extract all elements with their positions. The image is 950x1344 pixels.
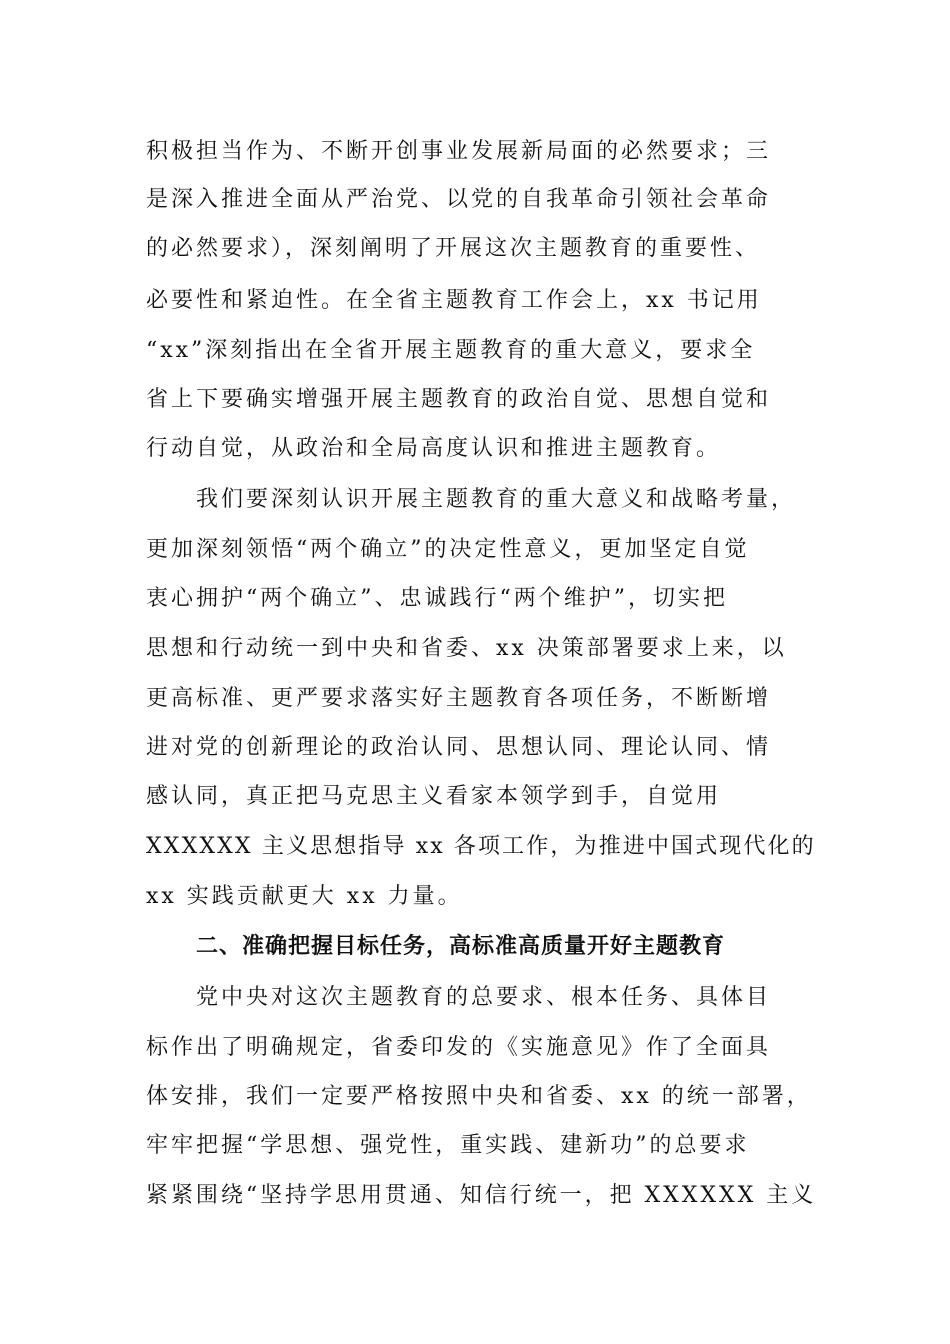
text-line: xx 实践贡献更大 xx 力量。 [146,884,463,909]
text-line: XXXXXX 主义思想指导 xx 各项工作，为推进中国式现代化的 [146,834,816,859]
text-line: 更高标准、更严要求落实好主题教育各项任务，不断断增 [146,686,772,711]
text-line: 进对党的创新理论的政治认同、思想认同、理论认同、情 [146,735,772,760]
text-line: 标作出了明确规定，省委印发的《实施意见》作了全面具 [146,1035,772,1060]
text-line: 行动自觉，从政治和全局高度认识和推进主题教育。 [146,436,722,461]
text-line: 的必然要求），深刻阐明了开展这次主题教育的重要性、 [146,236,761,261]
text-line: 感认同，真正把马克思主义看家本领学到手，自觉用 [146,784,722,809]
text-line: 衷心拥护“两个确立”、忠诚践行“两个维护”，切实把 [146,586,728,611]
section-heading: 二、准确把握目标任务，高标准高质量开好主题教育 [196,934,726,959]
text-line: 省上下要确实增强开展主题教育的政治自觉、思想自觉和 [146,387,772,412]
text-line: 必要性和紧迫性。在全省主题教育工作会上，xx 书记用 [146,288,762,313]
text-line: 是深入推进全面从严治党、以党的自我革命引领社会革命 [146,187,772,212]
text-line: 更加深刻领悟“两个确立”的决定性意义，更加坚定自觉 [146,537,750,562]
text-line: 紧紧围绕“坚持学思用贯通、知信行统一，把 XXXXXX 主义 [146,1183,817,1208]
text-line: 牢牢把握“学思想、强党性，重实践、建新功”的总要求 [146,1133,750,1158]
paragraph-first-line: 党中央对这次主题教育的总要求、根本任务、具体目 [196,985,772,1010]
paragraph-first-line: 我们要深刻认识开展主题教育的重大意义和战略考量， [196,487,797,512]
text-line: “xx”深刻指出在全省开展主题教育的重大意义，要求全 [146,338,756,363]
text-line: 积极担当作为、不断开创事业发展新局面的必然要求；三 [146,139,772,164]
text-line: 思想和行动统一到中央和省委、xx 决策部署要求上来，以 [146,636,787,661]
text-line: 体安排，我们一定要严格按照中央和省委、xx 的统一部署， [146,1084,812,1109]
